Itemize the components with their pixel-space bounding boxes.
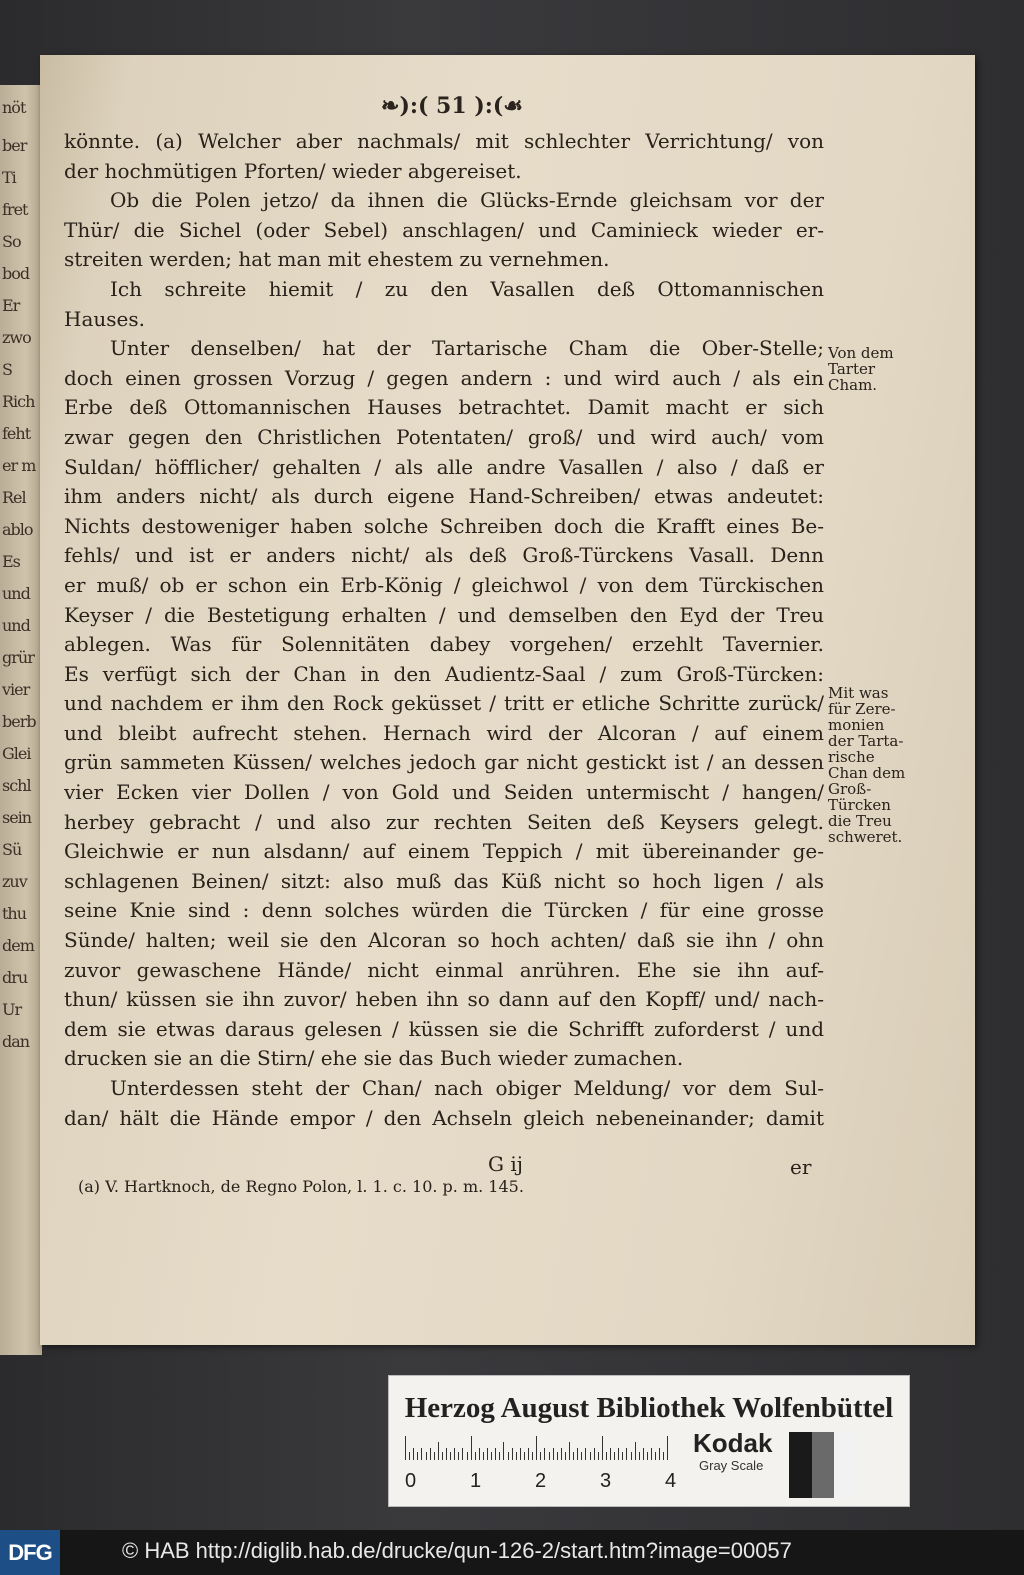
ruler-tick <box>405 1436 406 1460</box>
ruler-tick <box>639 1452 640 1460</box>
ruler-tick <box>610 1448 611 1460</box>
text-line: dan/ hält die Hände empor / den Achseln gleich nebeneinander; damit <box>64 1105 824 1130</box>
text-line: der hochmütigen Pforten/ wieder abgereiset. <box>64 158 522 183</box>
scale-number: 2 <box>535 1470 547 1492</box>
ruler-tick <box>491 1452 492 1460</box>
gray-scale-label: Gray Scale <box>699 1458 764 1473</box>
ruler-tick <box>594 1448 595 1460</box>
ruler-tick <box>442 1452 443 1460</box>
ruler-tick <box>647 1452 648 1460</box>
ruler-tick <box>524 1452 525 1460</box>
margin-note <box>828 685 905 845</box>
ruler-tick <box>606 1452 607 1460</box>
prev-page-fragment: S <box>2 360 12 379</box>
ruler-tick <box>536 1436 537 1460</box>
margin-note-line: Von dem <box>828 344 894 362</box>
ruler-tick <box>434 1452 435 1460</box>
ruler-tick <box>622 1452 623 1460</box>
page-body-text <box>64 127 824 1133</box>
text-line: ihm anders nicht/ als durch eigene Hand-Schreiben/ etwas andeutet: <box>64 484 824 509</box>
text-line: vier Ecken vier Dollen / von Gold und Seiden untermischt / hangen/ <box>64 780 824 805</box>
ruler-tick <box>467 1452 468 1460</box>
prev-page-fragment: Glei <box>2 744 31 763</box>
ruler-tick <box>446 1448 447 1460</box>
dfg-logo: DFG <box>0 1530 60 1575</box>
ruler-tick <box>454 1448 455 1460</box>
ruler-tick <box>663 1452 664 1460</box>
prev-page-fragment: Ti <box>2 168 16 187</box>
ruler-tick <box>561 1448 562 1460</box>
ruler-tick <box>508 1452 509 1460</box>
text-line: thun/ küssen sie ihn zuvor/ heben ihn so dann auf den Kopff/ und/ nach- <box>64 987 824 1012</box>
prev-page-fragment: bod <box>2 264 30 283</box>
ruler-tick <box>626 1448 627 1460</box>
gray-swatch <box>812 1432 835 1498</box>
text-line: zwar gegen den Christlichen Potentaten/ groß/ und wird auch/ vom <box>64 424 824 449</box>
text-line: drucken sie an die Stirn/ ehe sie das Buch wieder zumachen. <box>64 1046 684 1071</box>
text-line: Unter denselben/ hat der Tartarische Cham die Ober-Stelle; <box>110 336 824 361</box>
text-line: Nichts destoweniger haben solche Schreiben doch die Krafft eines Be- <box>64 513 824 538</box>
previous-page-edge <box>0 85 42 1355</box>
prev-page-fragment: Er <box>2 296 20 315</box>
ruler-tick <box>462 1448 463 1460</box>
text-line: könnte. (a) Welcher aber nachmals/ mit schlechter Verrichtung/ von <box>64 129 824 153</box>
prev-page-fragment: schl <box>2 776 31 795</box>
margin-note-line: monien <box>828 716 885 734</box>
text-line: Keyser / die Bestetigung erhalten / und demselben den Eyd der Treu <box>64 602 824 627</box>
margin-note-line: Groß- <box>828 780 872 798</box>
margin-note-line: die Treu <box>828 812 892 830</box>
text-line: fehls/ und ist er anders nicht/ als deß Groß-Türckens Vasall. Denn <box>64 543 824 568</box>
kodak-logo: Kodak <box>693 1428 773 1458</box>
prev-page-fragment: dru <box>2 968 28 987</box>
ruler-tick <box>655 1452 656 1460</box>
margin-note-line: rische <box>828 748 875 766</box>
margin-note-line: für Zere- <box>828 700 896 718</box>
prev-page-fragment: grür <box>2 648 34 667</box>
ruler-tick <box>499 1452 500 1460</box>
catchword: er <box>790 1155 812 1179</box>
ruler-tick <box>618 1448 619 1460</box>
margin-note <box>828 345 894 393</box>
prev-page-fragment: thu <box>2 904 27 923</box>
ruler-tick <box>458 1452 459 1460</box>
ruler-tick <box>532 1452 533 1460</box>
scale-number: 0 <box>405 1470 417 1492</box>
text-line: Thür/ die Sichel (oder Sebel) anschlagen/ und Caminieck wieder er- <box>64 217 824 242</box>
prev-page-fragment: ablo <box>2 520 33 539</box>
ruler-tick <box>421 1448 422 1460</box>
scale-number: 1 <box>470 1470 482 1492</box>
text-line: und nachdem er ihm den Rock geküsset / tritt er etliche Schritte zurück/ <box>64 691 824 716</box>
ruler-tick <box>573 1452 574 1460</box>
ruler-tick <box>487 1448 488 1460</box>
text-line: seine Knie sind : denn solches würden die Türcken / für eine grosse <box>64 898 824 923</box>
margin-note-line: Tarter <box>828 360 876 378</box>
text-line: herbey gebracht / und also zur rechten Seiten deß Keysers gelegt. <box>64 809 824 834</box>
footnote: (a) V. Hartknoch, de Regno Polon, l. 1. c. 10. p. m. 145. <box>78 1177 524 1196</box>
ruler-tick <box>426 1452 427 1460</box>
text-line: Hauses. <box>64 306 145 331</box>
text-line: Sünde/ halten; weil sie den Alcoran so hoch achten/ daß sie ihn / ohn <box>64 928 824 953</box>
prev-page-fragment: und <box>2 584 30 603</box>
ruler-tick <box>516 1452 517 1460</box>
book-page <box>40 55 975 1345</box>
text-line: zuvor gewaschene Hände/ nicht einmal anrühren. Ehe sie ihn auf- <box>64 957 824 982</box>
gray-swatch <box>834 1432 857 1498</box>
text-line: er muß/ ob er schon ein Erb-König / gleichwol / von dem Türckischen <box>64 572 824 597</box>
library-color-card <box>388 1375 910 1507</box>
page-header: ❧):( 51 ):(☙ <box>381 93 523 119</box>
prev-page-fragment: feht <box>2 424 31 443</box>
ruler-tick <box>553 1448 554 1460</box>
ruler-tick <box>483 1452 484 1460</box>
ruler-tick <box>614 1452 615 1460</box>
ruler-tick <box>471 1436 472 1460</box>
ruler-tick <box>520 1448 521 1460</box>
text-line: ablegen. Was für Solennitäten dabey vorgehen/ erzehlt Tavernier. <box>64 632 824 657</box>
ruler-tick <box>659 1448 660 1460</box>
prev-page-fragment: zuv <box>2 872 27 891</box>
ruler-tick <box>569 1442 570 1460</box>
text-line: und bleibt aufrecht stehen. Hernach wird der Alcoran / auf einem <box>64 720 824 745</box>
prev-page-fragment: und <box>2 616 30 635</box>
prev-page-fragment: nöt <box>2 98 26 117</box>
ruler-tick <box>450 1452 451 1460</box>
scale-ruler <box>405 1436 677 1460</box>
ruler-tick <box>495 1448 496 1460</box>
prev-page-fragment: dan <box>2 1032 30 1051</box>
prev-page-fragment: berb <box>2 712 36 731</box>
ruler-tick <box>430 1448 431 1460</box>
prev-page-fragment: ber <box>2 136 27 155</box>
ruler-tick <box>475 1452 476 1460</box>
prev-page-fragment: er m <box>2 456 36 475</box>
ruler-tick <box>512 1448 513 1460</box>
ruler-tick <box>651 1448 652 1460</box>
ruler-tick <box>438 1442 439 1460</box>
ruler-tick <box>479 1448 480 1460</box>
prev-page-fragment: vier <box>2 680 30 699</box>
ruler-tick <box>413 1448 414 1460</box>
ruler-tick <box>598 1452 599 1460</box>
ruler-tick <box>409 1452 410 1460</box>
ruler-tick <box>540 1452 541 1460</box>
ruler-tick <box>565 1452 566 1460</box>
signature-mark: G ij <box>488 1152 523 1176</box>
ruler-tick <box>577 1448 578 1460</box>
ruler-tick <box>557 1452 558 1460</box>
library-name: Herzog August Bibliothek Wolfenbüttel <box>404 1392 894 1424</box>
ruler-tick <box>602 1436 603 1460</box>
gray-swatch <box>789 1432 812 1498</box>
text-line: schlagenen Beinen/ sitzt: also muß das Küß nicht so hoch ligen / als <box>64 868 824 893</box>
copyright-link[interactable]: © HAB http://diglib.hab.de/drucke/qun-126-2/start.htm?image=00057 <box>122 1538 792 1563</box>
margin-note-line: Türcken <box>828 796 891 814</box>
margin-note-line: der Tarta- <box>828 732 904 750</box>
prev-page-fragment: Ur <box>2 1000 22 1019</box>
prev-page-fragment: Es <box>2 552 20 571</box>
text-line: Gleichwie er nun alsdann/ auf einem Teppich / mit übereinander ge- <box>64 839 824 864</box>
text-line: grün sammeten Küssen/ welches jedoch gar nicht gestickt ist / an dessen <box>64 750 824 775</box>
ruler-tick <box>581 1452 582 1460</box>
prev-page-fragment: dem <box>2 936 34 955</box>
prev-page-fragment: So <box>2 232 21 251</box>
ruler-tick <box>528 1448 529 1460</box>
prev-page-fragment: sein <box>2 808 32 827</box>
prev-page-fragment: zwo <box>2 328 31 347</box>
margin-note-line: Chan dem <box>828 764 906 782</box>
text-line: Erbe deß Ottomannischen Hauses betrachtet. Damit macht er sich <box>64 395 824 420</box>
text-line: streiten werden; hat man mit ehestem zu vernehmen. <box>64 247 610 272</box>
text-line: doch einen grossen Vorzug / gegen andern : und wird auch / als ein <box>64 365 824 390</box>
ruler-tick <box>667 1436 668 1460</box>
text-line: Ob die Polen jetzo/ da ihnen die Glücks-Ernde gleichsam vor der <box>110 188 824 213</box>
ruler-tick <box>590 1452 591 1460</box>
text-line: Unterdessen steht der Chan/ nach obiger Meldung/ vor dem Sul- <box>110 1076 824 1100</box>
scale-number: 4 <box>665 1470 677 1492</box>
text-line: Es verfügt sich der Chan in den Audientz-Saal / zum Groß-Türcken: <box>64 661 824 686</box>
ruler-tick <box>549 1452 550 1460</box>
ruler-tick <box>544 1448 545 1460</box>
prev-page-fragment: Rel <box>2 488 26 507</box>
footer-bar <box>0 1530 1024 1575</box>
text-line: dem sie etwas daraus gelesen / küssen sie die Schrifft zuforderst / und <box>64 1016 824 1041</box>
prev-page-fragment: Sü <box>2 840 22 859</box>
margin-note-line: Mit was <box>828 684 889 702</box>
ruler-tick <box>631 1452 632 1460</box>
gray-swatches <box>789 1432 857 1498</box>
ruler-tick <box>635 1442 636 1460</box>
ruler-tick <box>585 1448 586 1460</box>
ruler-tick <box>643 1448 644 1460</box>
prev-page-fragment: fret <box>2 200 28 219</box>
text-line: Ich schreite hiemit / zu den Vasallen deß Ottomannischen <box>110 276 824 301</box>
text-line: Suldan/ höfflicher/ gehalten / als alle andre Vasallen / also / daß er <box>64 454 824 479</box>
prev-page-fragment: Rich <box>2 392 35 411</box>
margin-note-line: schweret. <box>828 828 903 846</box>
ruler-tick <box>503 1442 504 1460</box>
ruler-tick <box>417 1452 418 1460</box>
margin-note-line: Cham. <box>828 376 878 394</box>
scale-number: 3 <box>600 1470 612 1492</box>
